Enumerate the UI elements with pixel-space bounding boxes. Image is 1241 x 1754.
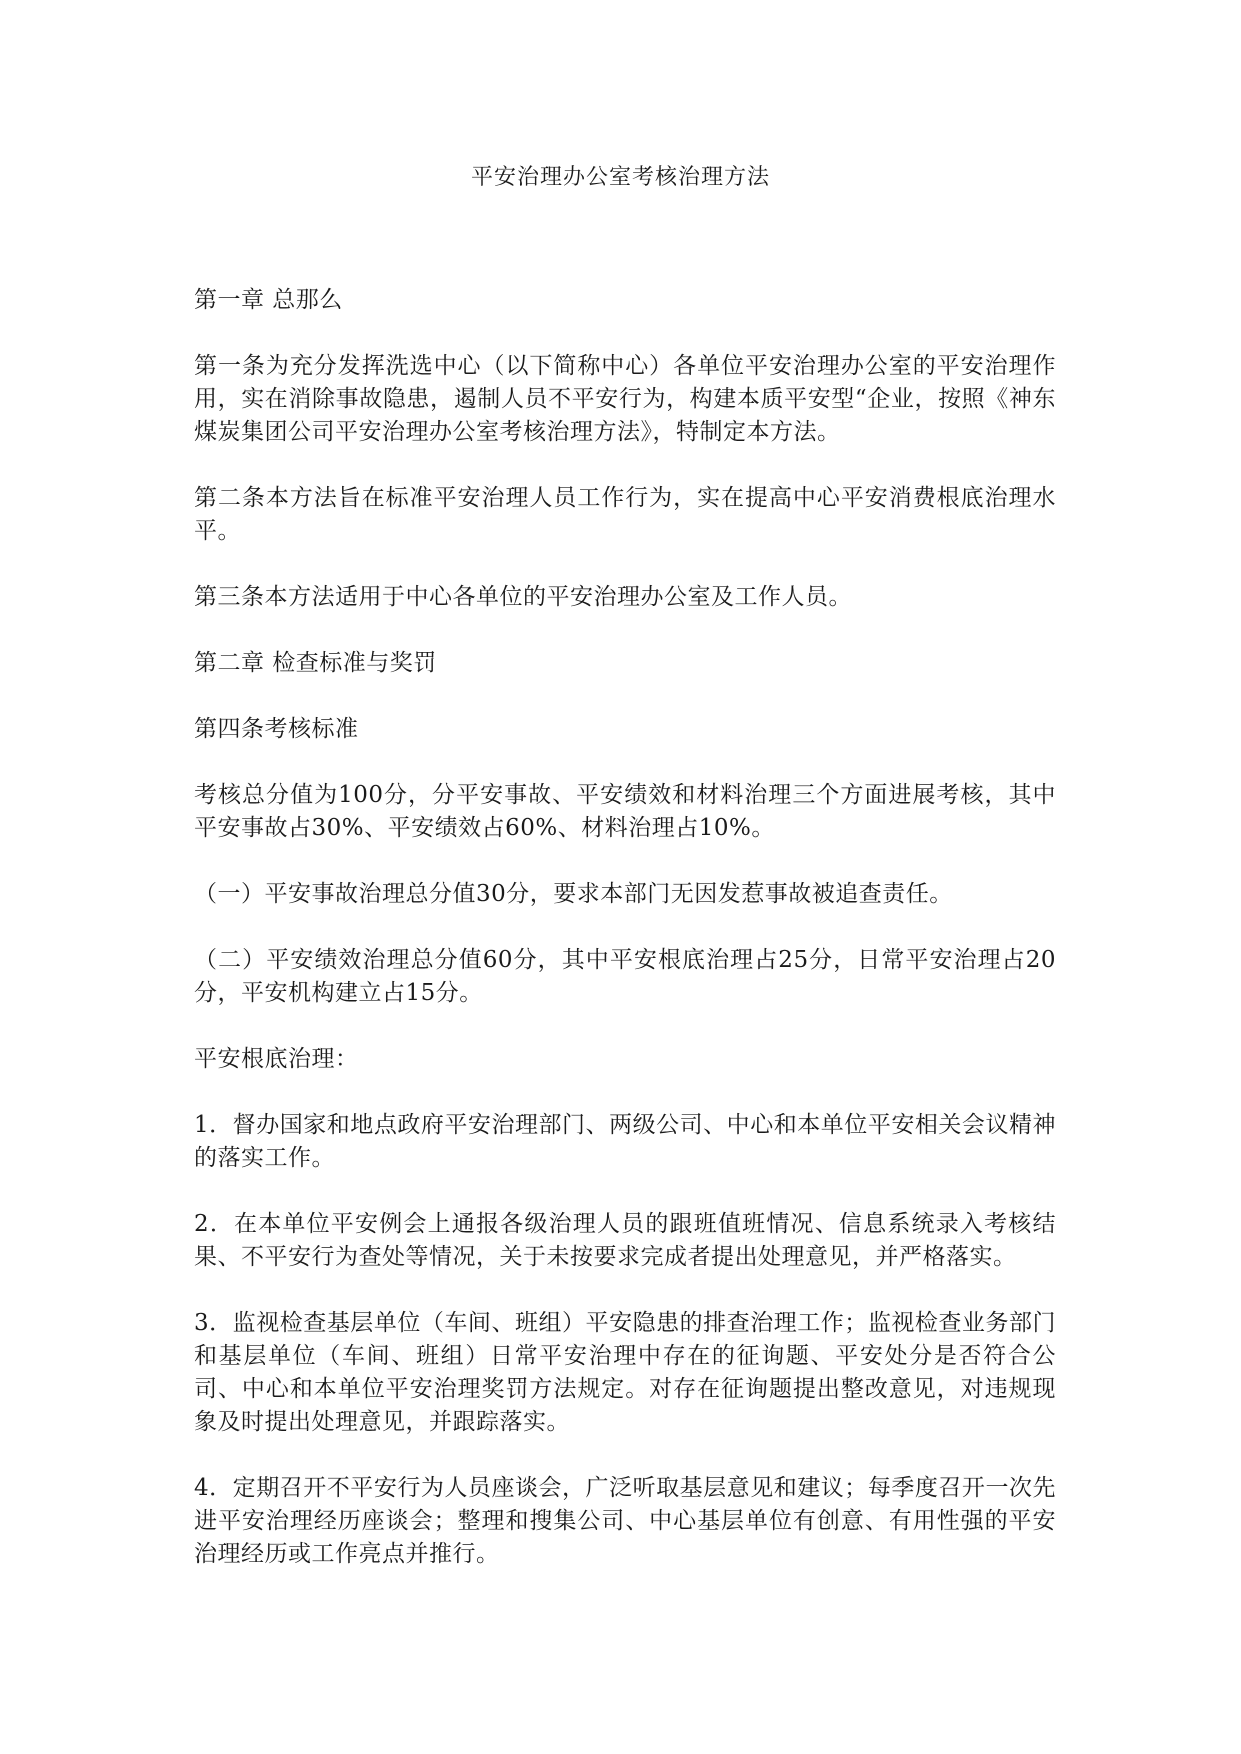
list-item: 1．督办国家和地点政府平安治理部门、两级公司、中心和本单位平安相关会议精神的落实工作。 (194, 1112, 1056, 1171)
body-paragraph: （二）平安绩效治理总分值60分，其中平安根底治理占25分，日常平安治理占20分，平安机构建立占15分。 (194, 947, 1056, 1006)
article-paragraph: 第四条考核标准 (194, 716, 359, 742)
list-item: 2．在本单位平安例会上通报各级治理人员的跟班值班情况、信息系统录入考核结果、不平安行为查处等情况，关于未按要求完成者提出处理意见，并严格落实。 (194, 1211, 1056, 1270)
document-title: 平安治理办公室考核治理方法 (470, 165, 770, 190)
article-paragraph: 第三条本方法适用于中心各单位的平安治理办公室及工作人员。 (194, 584, 852, 610)
article-paragraph: 第二条本方法旨在标准平安治理人员工作行为，实在提高中心平安消费根底治理水平。 (194, 485, 1056, 544)
article-paragraph: 第一条为充分发挥洗选中心（以下简称中心）各单位平安治理办公室的平安治理作用，实在消除事故隐患，遏制人员不平安行为，构建本质平安型“企业，按照《神东煤炭集团公司平安治理办公室考核治理方法》，特制定本方法。 (194, 353, 1056, 445)
chapter-heading: 第二章 检查标准与奖罚 (194, 650, 437, 676)
list-item: 4．定期召开不平安行为人员座谈会，广泛听取基层意见和建议；每季度召开一次先进平安治理经历座谈会；整理和搜集公司、中心基层单位有创意、有用性强的平安治理经历或工作亮点并推行。 (194, 1475, 1056, 1567)
document-body (194, 284, 1056, 1604)
list-item: 3．监视检查基层单位（车间、班组）平安隐患的排查治理工作；监视检查业务部门和基层单位（车间、班组）日常平安治理中存在的征询题、平安处分是否符合公司、中心和本单位平安治理奖罚方法规定。对存在征询题提出整改意见，对违规现象及时提出处理意见，并跟踪落实。 (194, 1310, 1056, 1435)
section-heading: 平安根底治理： (194, 1046, 359, 1072)
body-paragraph: 考核总分值为100分，分平安事故、平安绩效和材料治理三个方面进展考核，其中平安事故占30%、平安绩效占60%、材料治理占10%。 (194, 782, 1056, 841)
chapter-heading: 第一章 总那么 (194, 287, 343, 313)
body-paragraph: （一）平安事故治理总分值30分，要求本部门无因发惹事故被追查责任。 (194, 881, 953, 907)
